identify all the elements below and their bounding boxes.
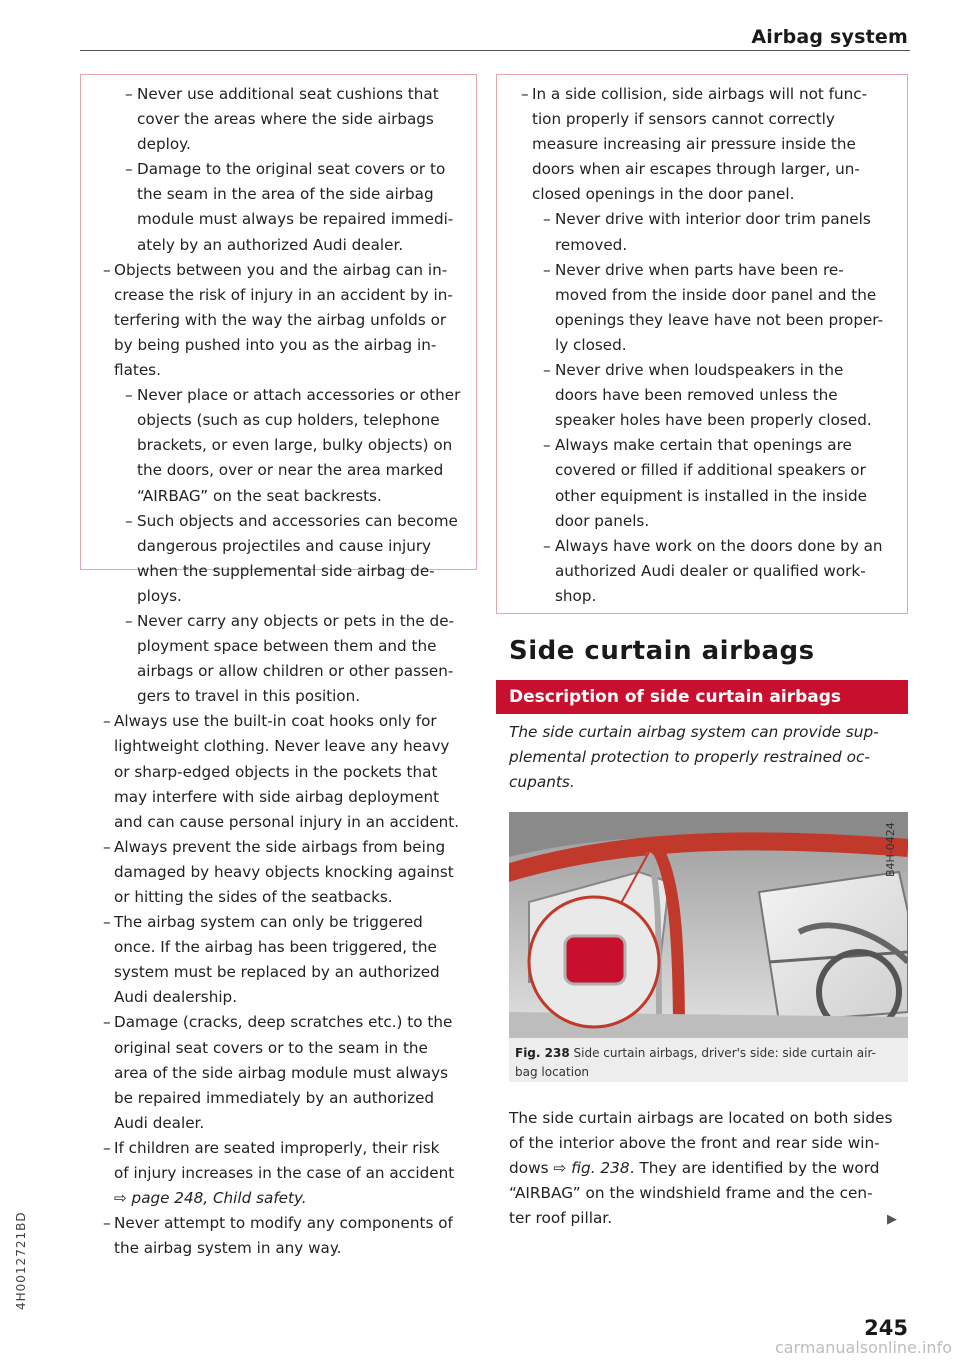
list-item-line: module must always be repaired immedi- xyxy=(137,210,454,229)
caption-label: Fig. 238 xyxy=(515,1046,570,1060)
list-item-line: shop. xyxy=(555,586,597,605)
list-item-line: – Never carry any objects or pets in the de- xyxy=(137,611,455,630)
list-item-line: flates. xyxy=(114,361,161,380)
list-item-line: “AIRBAG” on the seat backrests. xyxy=(137,486,382,505)
list-item-line: other equipment is installed in the inside xyxy=(555,486,867,505)
list-item-line: – Always have work on the doors done by an xyxy=(555,536,883,555)
list-item-line: – Always make certain that openings are xyxy=(555,436,852,455)
body-paragraph xyxy=(509,1106,909,1231)
list-item xyxy=(521,358,899,433)
list-item-line: original seat covers or to the seam in the xyxy=(114,1038,428,1057)
list-item-line: – Never place or attach accessories or other xyxy=(137,386,461,405)
list-item-line: moved from the inside door panel and the xyxy=(555,285,877,304)
section-title: Side curtain airbags xyxy=(509,636,815,666)
page-number: 245 xyxy=(864,1316,908,1340)
body-line: . They are identified by the word xyxy=(629,1159,880,1177)
list-item-line: ly closed. xyxy=(555,335,627,354)
list-item-line: dangerous projectiles and cause injury xyxy=(137,536,432,555)
list-item xyxy=(103,258,469,383)
list-item xyxy=(521,82,899,207)
list-item xyxy=(103,709,469,834)
list-item-line: or sharp-edged objects in the pockets that xyxy=(114,762,438,781)
list-item xyxy=(103,1136,469,1211)
list-item xyxy=(103,82,469,157)
list-item-line: the seam in the area of the side airbag xyxy=(137,185,434,204)
list-item-line: or hitting the sides of the seatbacks. xyxy=(114,888,393,906)
list-item xyxy=(103,835,469,910)
list-item-line: terfering with the way the airbag unfolds or xyxy=(114,310,447,329)
list-item-line: – Never drive when loudspeakers in the xyxy=(555,361,844,380)
list-item xyxy=(103,609,469,709)
list-item-line: crease the risk of injury in an accident by in- xyxy=(114,285,453,304)
body-line: of the interior above the front and rear side win- xyxy=(509,1134,880,1152)
cross-reference-link[interactable]: ⇨ page 248, Child safety. xyxy=(114,1189,307,1208)
body-line: dows xyxy=(509,1159,554,1177)
list-item-line: damaged by heavy objects knocking against xyxy=(114,862,454,881)
list-item-line: – The airbag system can only be triggered xyxy=(114,913,423,932)
list-item-line: gers to travel in this position. xyxy=(137,687,361,706)
list-item-line: closed openings in the door panel. xyxy=(532,185,795,204)
list-item-line: doors have been removed unless the xyxy=(555,386,838,405)
list-item-line: and can cause personal injury in an accident. xyxy=(114,812,460,831)
list-item xyxy=(521,534,899,609)
document-code: 4H0012721BD xyxy=(14,1211,28,1310)
list-item xyxy=(103,1010,469,1135)
list-item-line: once. If the airbag has been triggered, the xyxy=(114,938,437,957)
warning-box-right xyxy=(496,74,908,614)
list-item-line: doors when air escapes through larger, un- xyxy=(532,160,860,179)
list-item-line: – Never use additional seat cushions that xyxy=(137,85,439,103)
list-item-line: Audi dealer. xyxy=(114,1113,205,1132)
list-item-line: the doors, over or near the area marked xyxy=(137,461,444,480)
list-item xyxy=(521,258,899,358)
list-item xyxy=(103,157,469,257)
intro-line: cupants. xyxy=(509,773,575,791)
list-item-line: brackets, or even large, bulky objects) on xyxy=(137,436,453,455)
caption-text: Side curtain airbags, driver's side: side curtain air- xyxy=(573,1046,876,1060)
watermark: carmanualsonline.info xyxy=(774,1338,952,1357)
warning-list-right xyxy=(521,82,899,609)
list-item xyxy=(103,910,469,1010)
list-item-line: – Never drive when parts have been re- xyxy=(555,260,844,279)
list-item-line: ately by an authorized Audi dealer. xyxy=(137,235,404,254)
body-line: The side curtain airbags are located on both sides xyxy=(509,1109,893,1127)
list-item-line: speaker holes have been properly closed. xyxy=(555,411,872,430)
caption-text: bag location xyxy=(515,1065,590,1079)
list-item-line: deploy. xyxy=(137,135,191,154)
list-item-line: be repaired immediately by an authorized xyxy=(114,1088,435,1107)
list-item-line: by being pushed into you as the airbag in- xyxy=(114,335,437,354)
list-item-line: removed. xyxy=(555,235,628,254)
list-item-line: Audi dealership. xyxy=(114,988,238,1007)
page-header-title: Airbag system xyxy=(751,26,908,48)
list-item xyxy=(103,509,469,609)
list-item-line: – Damage (cracks, deep scratches etc.) to the xyxy=(114,1013,453,1032)
list-item-line: area of the side airbag module must always xyxy=(114,1063,449,1082)
list-item-line: – Always use the built-in coat hooks only for xyxy=(114,712,437,731)
list-item xyxy=(521,433,899,533)
list-item-line: – Objects between you and the airbag can in- xyxy=(114,260,448,279)
list-item-line: ployment space between them and the xyxy=(137,637,437,656)
list-item-line: – Never attempt to modify any components of xyxy=(114,1214,453,1233)
list-item-line: lightweight clothing. Never leave any heavy xyxy=(114,737,450,756)
figure-code: B4H-0424 xyxy=(884,822,897,878)
list-item-line: cover the areas where the side airbags xyxy=(137,110,434,129)
list-item xyxy=(103,1211,469,1261)
list-item-line: system must be replaced by an authorized xyxy=(114,963,440,982)
list-item-line: covered or filled if additional speakers or xyxy=(555,461,866,480)
list-item-line: of injury increases in the case of an accident xyxy=(114,1164,455,1183)
list-item-line: tion properly if sensors cannot correctly xyxy=(532,110,835,129)
figure-caption xyxy=(509,1038,908,1082)
list-item-line: may interfere with side airbag deployment xyxy=(114,787,440,806)
section-intro xyxy=(509,720,904,795)
list-item-line: – In a side collision, side airbags will not func- xyxy=(532,85,868,103)
list-item xyxy=(103,383,469,508)
list-item-line: authorized Audi dealer or qualified work- xyxy=(555,561,866,580)
header-rule xyxy=(80,50,910,51)
list-item-line: ploys. xyxy=(137,586,182,605)
list-item-line: airbags or allow children or other passen- xyxy=(137,662,454,681)
figure-cross-reference-link[interactable]: ⇨ fig. 238 xyxy=(553,1159,630,1177)
list-item-line: when the supplemental side airbag de- xyxy=(137,561,435,580)
list-item-line: measure increasing air pressure inside the xyxy=(532,135,856,154)
body-line: “AIRBAG” on the windshield frame and the cen- xyxy=(509,1184,873,1202)
body-line: ter roof pillar. xyxy=(509,1209,613,1227)
list-item-line: the airbag system in any way. xyxy=(114,1239,342,1258)
intro-line: plemental protection to properly restrained oc- xyxy=(509,748,870,766)
warning-box-left xyxy=(80,74,477,1258)
list-item-line: objects (such as cup holders, telephone xyxy=(137,411,440,430)
list-item-line: – Never drive with interior door trim panels xyxy=(555,210,871,229)
car-interior-illustration xyxy=(509,812,908,1038)
list-item-line: – If children are seated improperly, their risk xyxy=(114,1138,440,1157)
list-item-line: door panels. xyxy=(555,511,650,530)
list-item-line: – Such objects and accessories can become xyxy=(137,511,458,530)
continue-arrow-icon: ▶ xyxy=(887,1212,897,1227)
warning-list-left xyxy=(103,82,469,1261)
list-item-line: – Always prevent the side airbags from being xyxy=(114,837,446,856)
list-item-line: – Damage to the original seat covers or to xyxy=(137,160,446,179)
list-item-line: openings they leave have not been proper- xyxy=(555,310,884,329)
figure-side-curtain-airbag xyxy=(509,812,908,1038)
list-item xyxy=(521,207,899,257)
section-subtitle-bar: Description of side curtain airbags xyxy=(496,680,908,714)
intro-line: The side curtain airbag system can provide sup- xyxy=(509,723,879,741)
